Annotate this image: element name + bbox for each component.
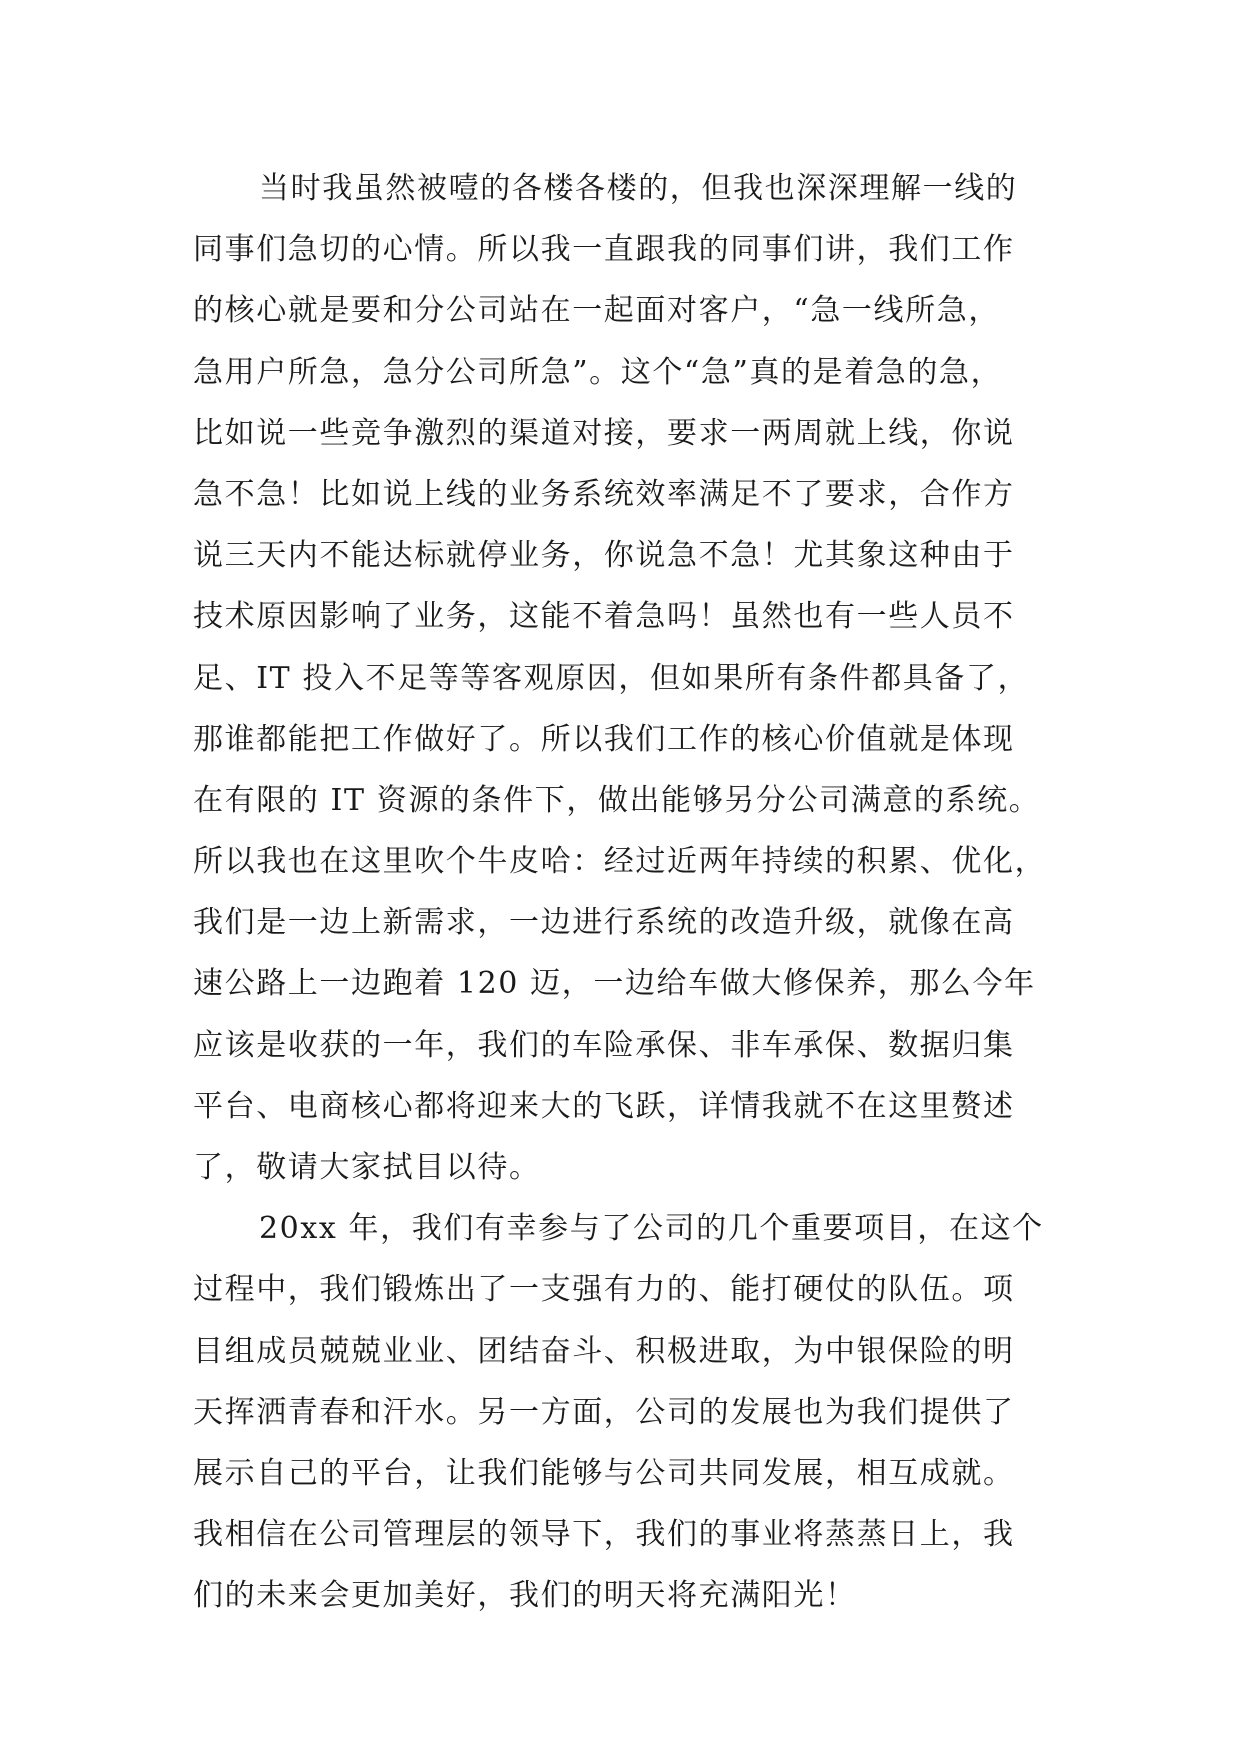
paragraph-1-line-5: 比如说一些竞争激烈的渠道对接，要求一两周就上线，你说 <box>193 415 1015 451</box>
paragraph-1-line-15: 应该是收获的一年，我们的车险承保、非车承保、数据归集 <box>193 1027 1015 1063</box>
paragraph-1-line-17: 了，敬请大家拭目以待。 <box>193 1150 541 1185</box>
paragraph-2-line-3: 目组成员兢兢业业、团结奋斗、积极进取，为中银保险的明 <box>193 1333 1015 1369</box>
paragraph-1-line-4: 急用户所急，急分公司所急”。这个“急”真的是着急的急， <box>193 354 1003 390</box>
paragraph-2-line-7: 们的未来会更加美好，我们的明天将充满阳光！ <box>193 1578 857 1614</box>
paragraph-1-line-7: 说三天内不能达标就停业务，你说急不急！尤其象这种由于 <box>193 538 1015 574</box>
paragraph-1-line-2: 同事们急切的心情。所以我一直跟我的同事们讲，我们工作 <box>193 232 1015 268</box>
paragraph-1-line-3: 的核心就是要和分公司站在一起面对客户，“急一线所急， <box>193 293 1000 329</box>
paragraph-1-line-14: 速公路上一边跑着 120 迈，一边给车做大修保养，那么今年 <box>193 966 1036 1002</box>
body-text <box>193 158 1063 1627</box>
paragraph-1-line-16: 平台、电商核心都将迎来大的飞跃，详情我就不在这里赘述 <box>193 1088 1015 1124</box>
paragraph-1-line-1: 当时我虽然被噎的各楼各楼的，但我也深深理解一线的 <box>259 171 1018 206</box>
paragraph-2-line-6: 我相信在公司管理层的领导下，我们的事业将蒸蒸日上，我 <box>193 1517 1015 1553</box>
paragraph-1-line-6: 急不急！比如说上线的业务系统效率满足不了要求，合作方 <box>193 476 1015 512</box>
paragraph-1-line-8: 技术原因影响了业务，这能不着急吗！虽然也有一些人员不 <box>193 599 1015 635</box>
paragraph-2-line-4: 天挥洒青春和汗水。另一方面，公司的发展也为我们提供了 <box>193 1394 1015 1430</box>
paragraph-1-line-11: 在有限的 IT 资源的条件下，做出能够另分公司满意的系统。 <box>193 782 1041 818</box>
paragraph-2-line-5: 展示自己的平台，让我们能够与公司共同发展，相互成就。 <box>193 1455 1015 1491</box>
paragraph-1-line-12: 所以我也在这里吹个牛皮哈：经过近两年持续的积累、优化， <box>193 844 1047 880</box>
paragraph-1-line-9: 足、IT 投入不足等等客观原因，但如果所有条件都具备了， <box>193 660 1030 696</box>
paragraph-2-line-2: 过程中，我们锻炼出了一支强有力的、能打硬仗的队伍。项 <box>193 1272 1015 1308</box>
paragraph-1-line-13: 我们是一边上新需求，一边进行系统的改造升级，就像在高 <box>193 905 1015 941</box>
paragraph-1-line-10: 那谁都能把工作做好了。所以我们工作的核心价值就是体现 <box>193 721 1015 757</box>
paragraph-2-line-1: 20xx 年，我们有幸参与了公司的几个重要项目，在这个 <box>259 1211 1044 1247</box>
